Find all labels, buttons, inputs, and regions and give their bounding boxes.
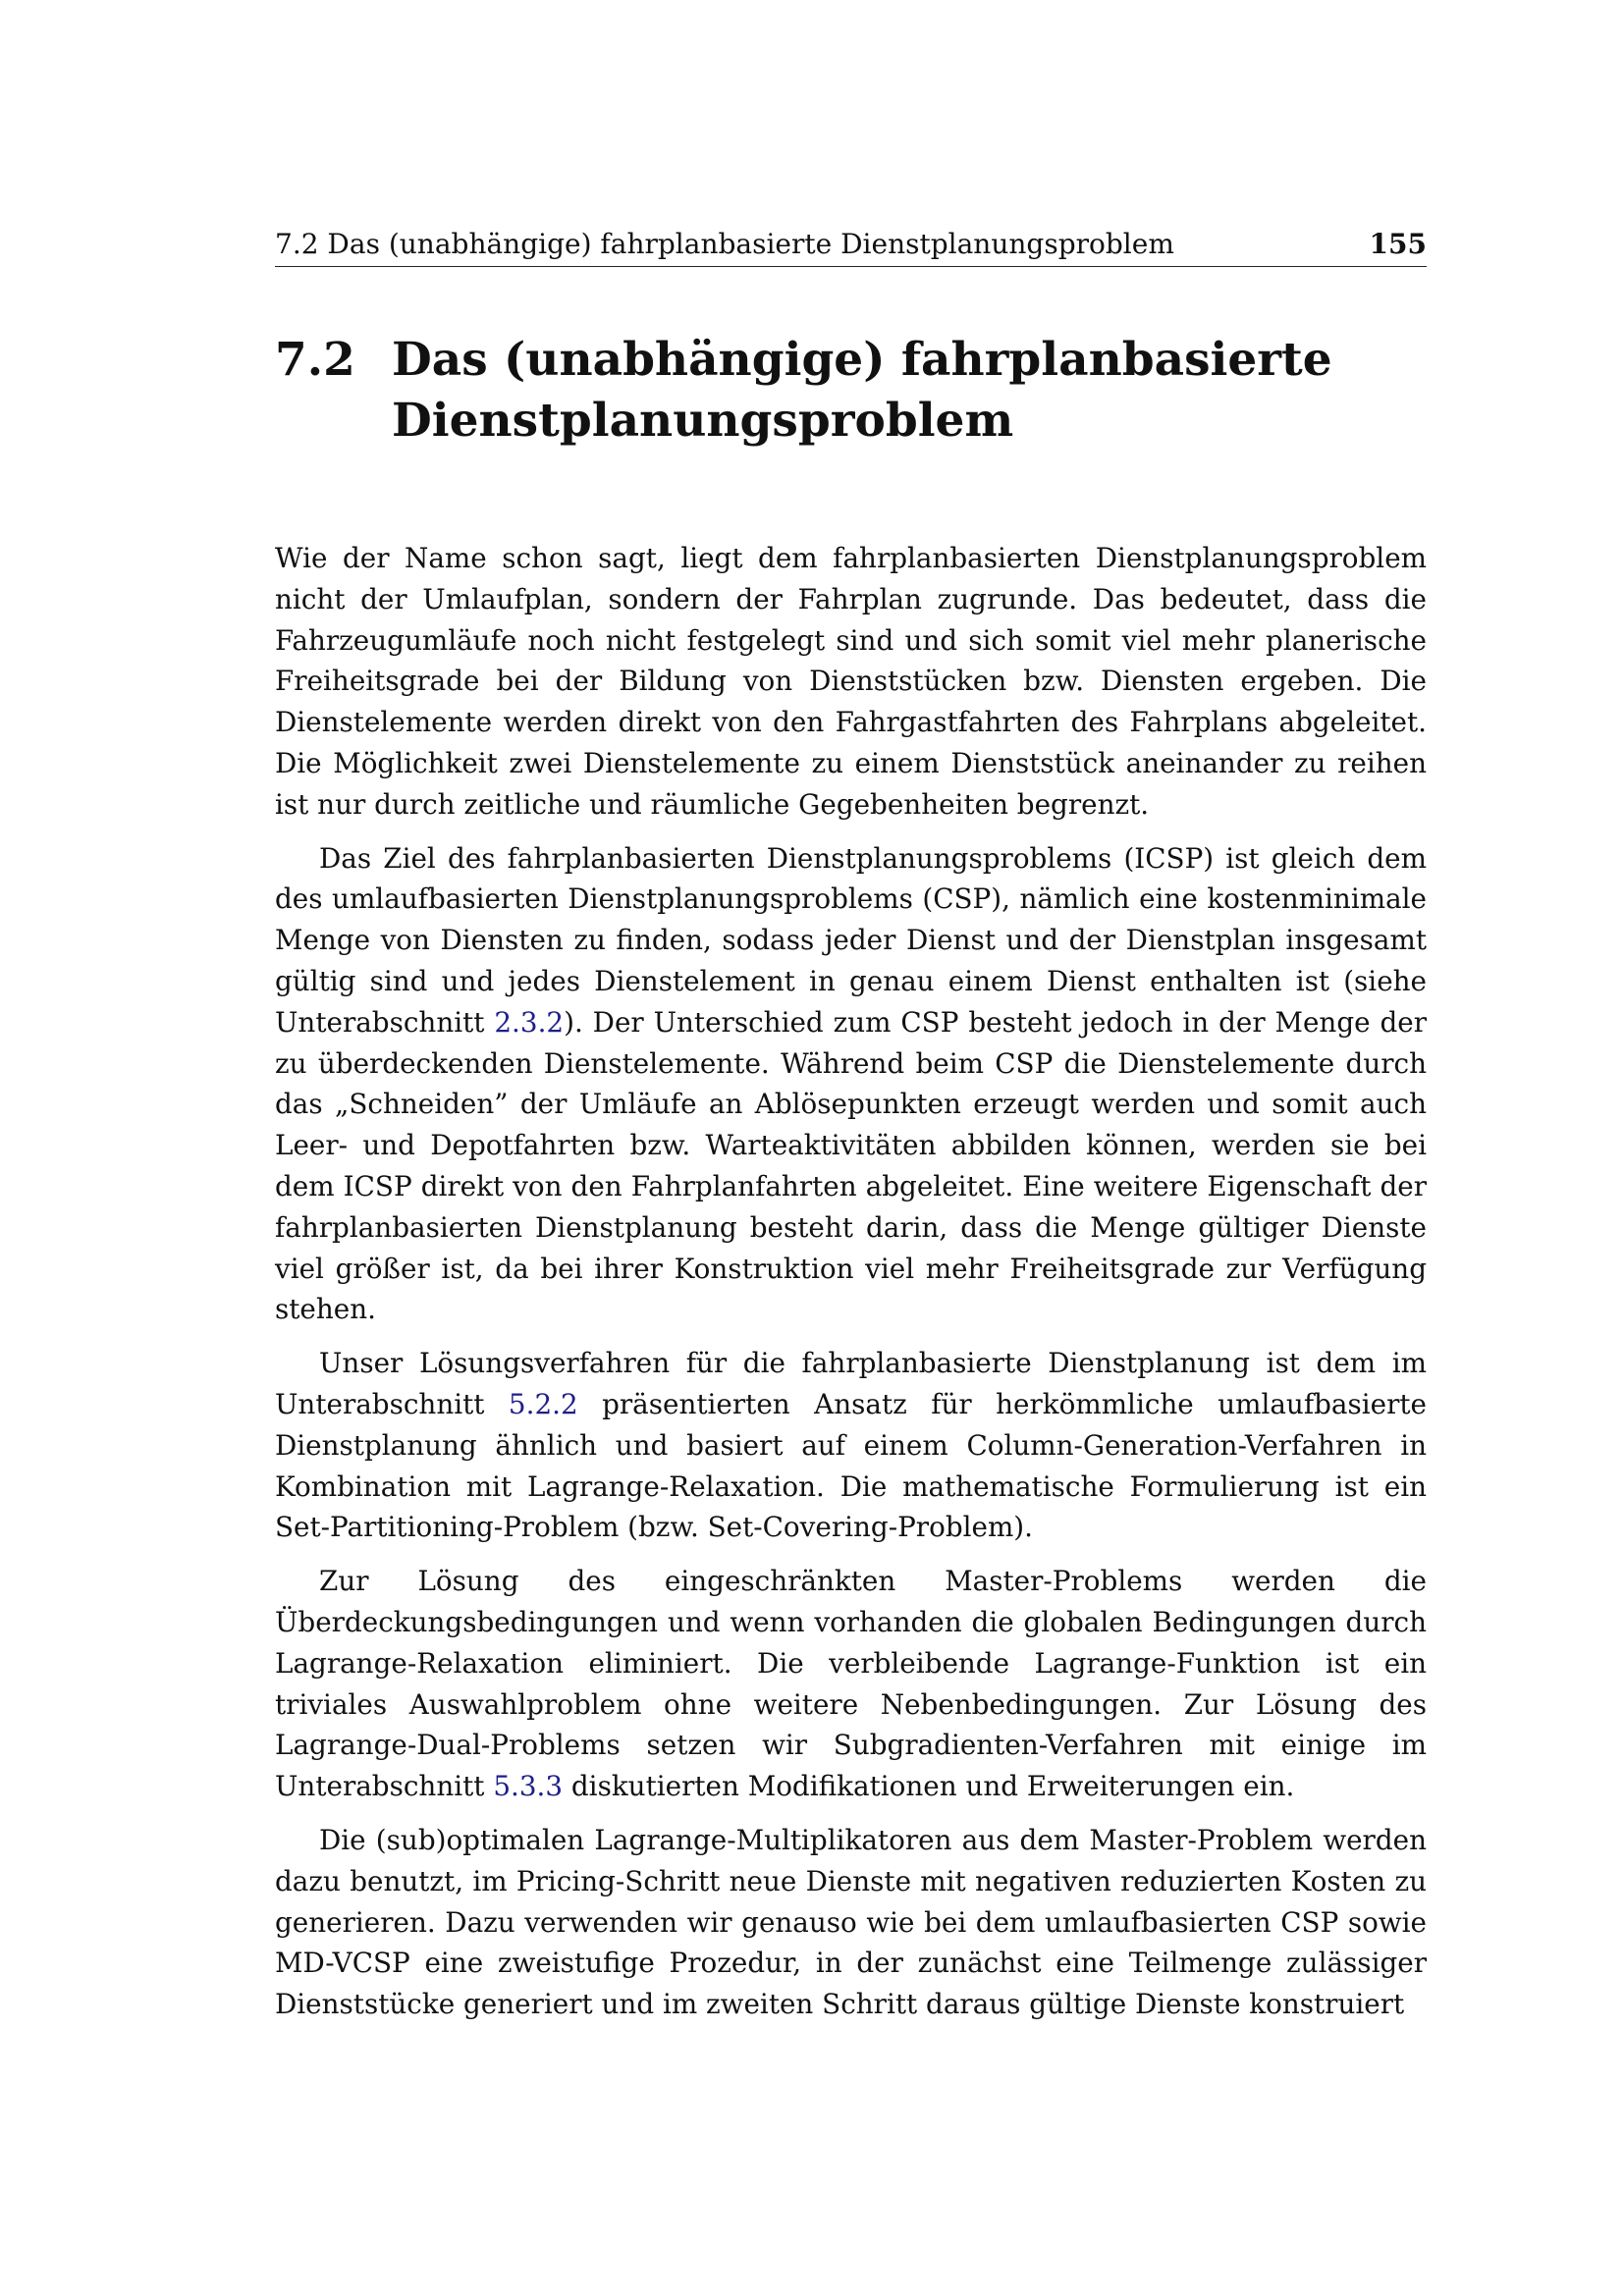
paragraph-2-text-b: ). Der Unterschied zum CSP besteht jedoch in der Menge der zu überdeckenden Dienstelemente. Während beim CSP die Dienstelemente durch das „Schneiden” der Umläufe an Ablösepunkten erzeugt werden und somit auch Leer- und Depotfahrten bzw. Warteaktivitäten abbilden können, werden sie bei dem ICSP direkt von den Fahrplanfahrten abgeleitet. Eine weitere Eigenschaft der fahrplanbasierten Dienstplanung besteht darin, dass die Menge gültiger Dienste viel größer ist, da bei ihrer Konstruktion viel mehr Freiheitsgrade zur Verfügung stehen. — [275, 1005, 1427, 1326]
subsection-link-2-3-2[interactable]: 2.3.2 — [494, 1005, 565, 1039]
paragraph-5: Die (sub)optimalen Lagrange-Multiplikatoren aus dem Master-Problem werden dazu benutzt, im Pricing-Schritt neue Dienste mit negativen reduzierten Kosten zu generieren. Dazu verwenden wir genauso wie bei dem umlaufbasierten CSP sowie MD-VCSP eine zweistufige Prozedur, in der zunächst eine Teilmenge zulässiger Dienststücke generiert und im zweiten Schritt daraus gültige Dienste konstruiert — [275, 1823, 1427, 2021]
paragraph-3-text-a: Unser Lösungsverfahren für die fahrplanbasierte Dienstplanung ist dem im Unterabschnitt — [275, 1347, 1427, 1420]
paragraph-3-text-b: präsentierten Ansatz für herkömmliche umlaufbasierte Dienstplanung ähnlich und basiert auf einem Column-Generation-Verfahren in Kombination mit Lagrange-Relaxation. Die mathematische Formulierung ist ein Set-Partitioning-Problem (bzw. Set-Covering-Problem). — [275, 1387, 1427, 1544]
section-title: Das (unabhängige) fahrplanbasierte Dienstplanungsproblem — [392, 333, 1332, 448]
paragraph-2-text-a: Das Ziel des fahrplanbasierten Dienstplanungsproblems (ICSP) ist gleich dem des umlaufbasierten Dienstplanungsproblems (CSP), nämlich eine kostenminimale Menge von Diensten zu finden, sodass jeder Dienst und der Dienstplan insgesamt gültig sind und jedes Dienstelement in genau einem Dienst enthalten ist (siehe Unterabschnitt — [275, 841, 1427, 1039]
paragraph-1: Wie der Name schon sagt, liegt dem fahrplanbasierten Dienstplanungsproblem nicht der Umlaufplan, sondern der Fahrplan zugrunde. Das bedeutet, dass die Fahrzeugumläufe noch nicht festgelegt sind und sich somit viel mehr planerische Freiheitsgrade bei der Bildung von Dienststücken bzw. Diensten ergeben. Die Dienstelemente werden direkt von den Fahrgastfahrten des Fahrplans abgeleitet. Die Möglichkeit zwei Dienstelemente zu einem Dienststück aneinander zu reihen ist nur durch zeitliche und räumliche Gegebenheiten begrenzt. — [275, 542, 1427, 821]
section-heading — [275, 330, 1427, 452]
subsection-link-5-2-2[interactable]: 5.2.2 — [508, 1387, 578, 1420]
running-title: 7.2 Das (unabhängige) fahrplanbasierte Dienstplanungsproblem — [275, 228, 1174, 260]
paragraph-4-text-a: Zur Lösung des eingeschränkten Master-Problems werden die Überdeckungsbedingungen und wenn vorhanden die globalen Bedingungen durch Lagrange-Relaxation eliminiert. Die verbleibende Lagrange-Funktion ist ein triviales Auswahlproblem ohne weitere Nebenbedingungen. Zur Lösung des Lagrange-Dual-Problems setzen wir Subgradienten-Verfahren mit einige im Unterabschnitt — [275, 1565, 1427, 1803]
paragraph-2 — [275, 838, 1427, 1331]
paragraph-4-text-b: diskutierten Modifikationen und Erweiterungen ein. — [563, 1770, 1295, 1803]
subsection-link-5-3-3[interactable]: 5.3.3 — [493, 1770, 564, 1803]
paragraph-3 — [275, 1343, 1427, 1548]
page-number: 155 — [1369, 228, 1427, 260]
paragraph-4 — [275, 1561, 1427, 1807]
section-number: 7.2 — [275, 333, 355, 387]
running-header — [275, 228, 1427, 267]
body-text — [275, 538, 1427, 2038]
